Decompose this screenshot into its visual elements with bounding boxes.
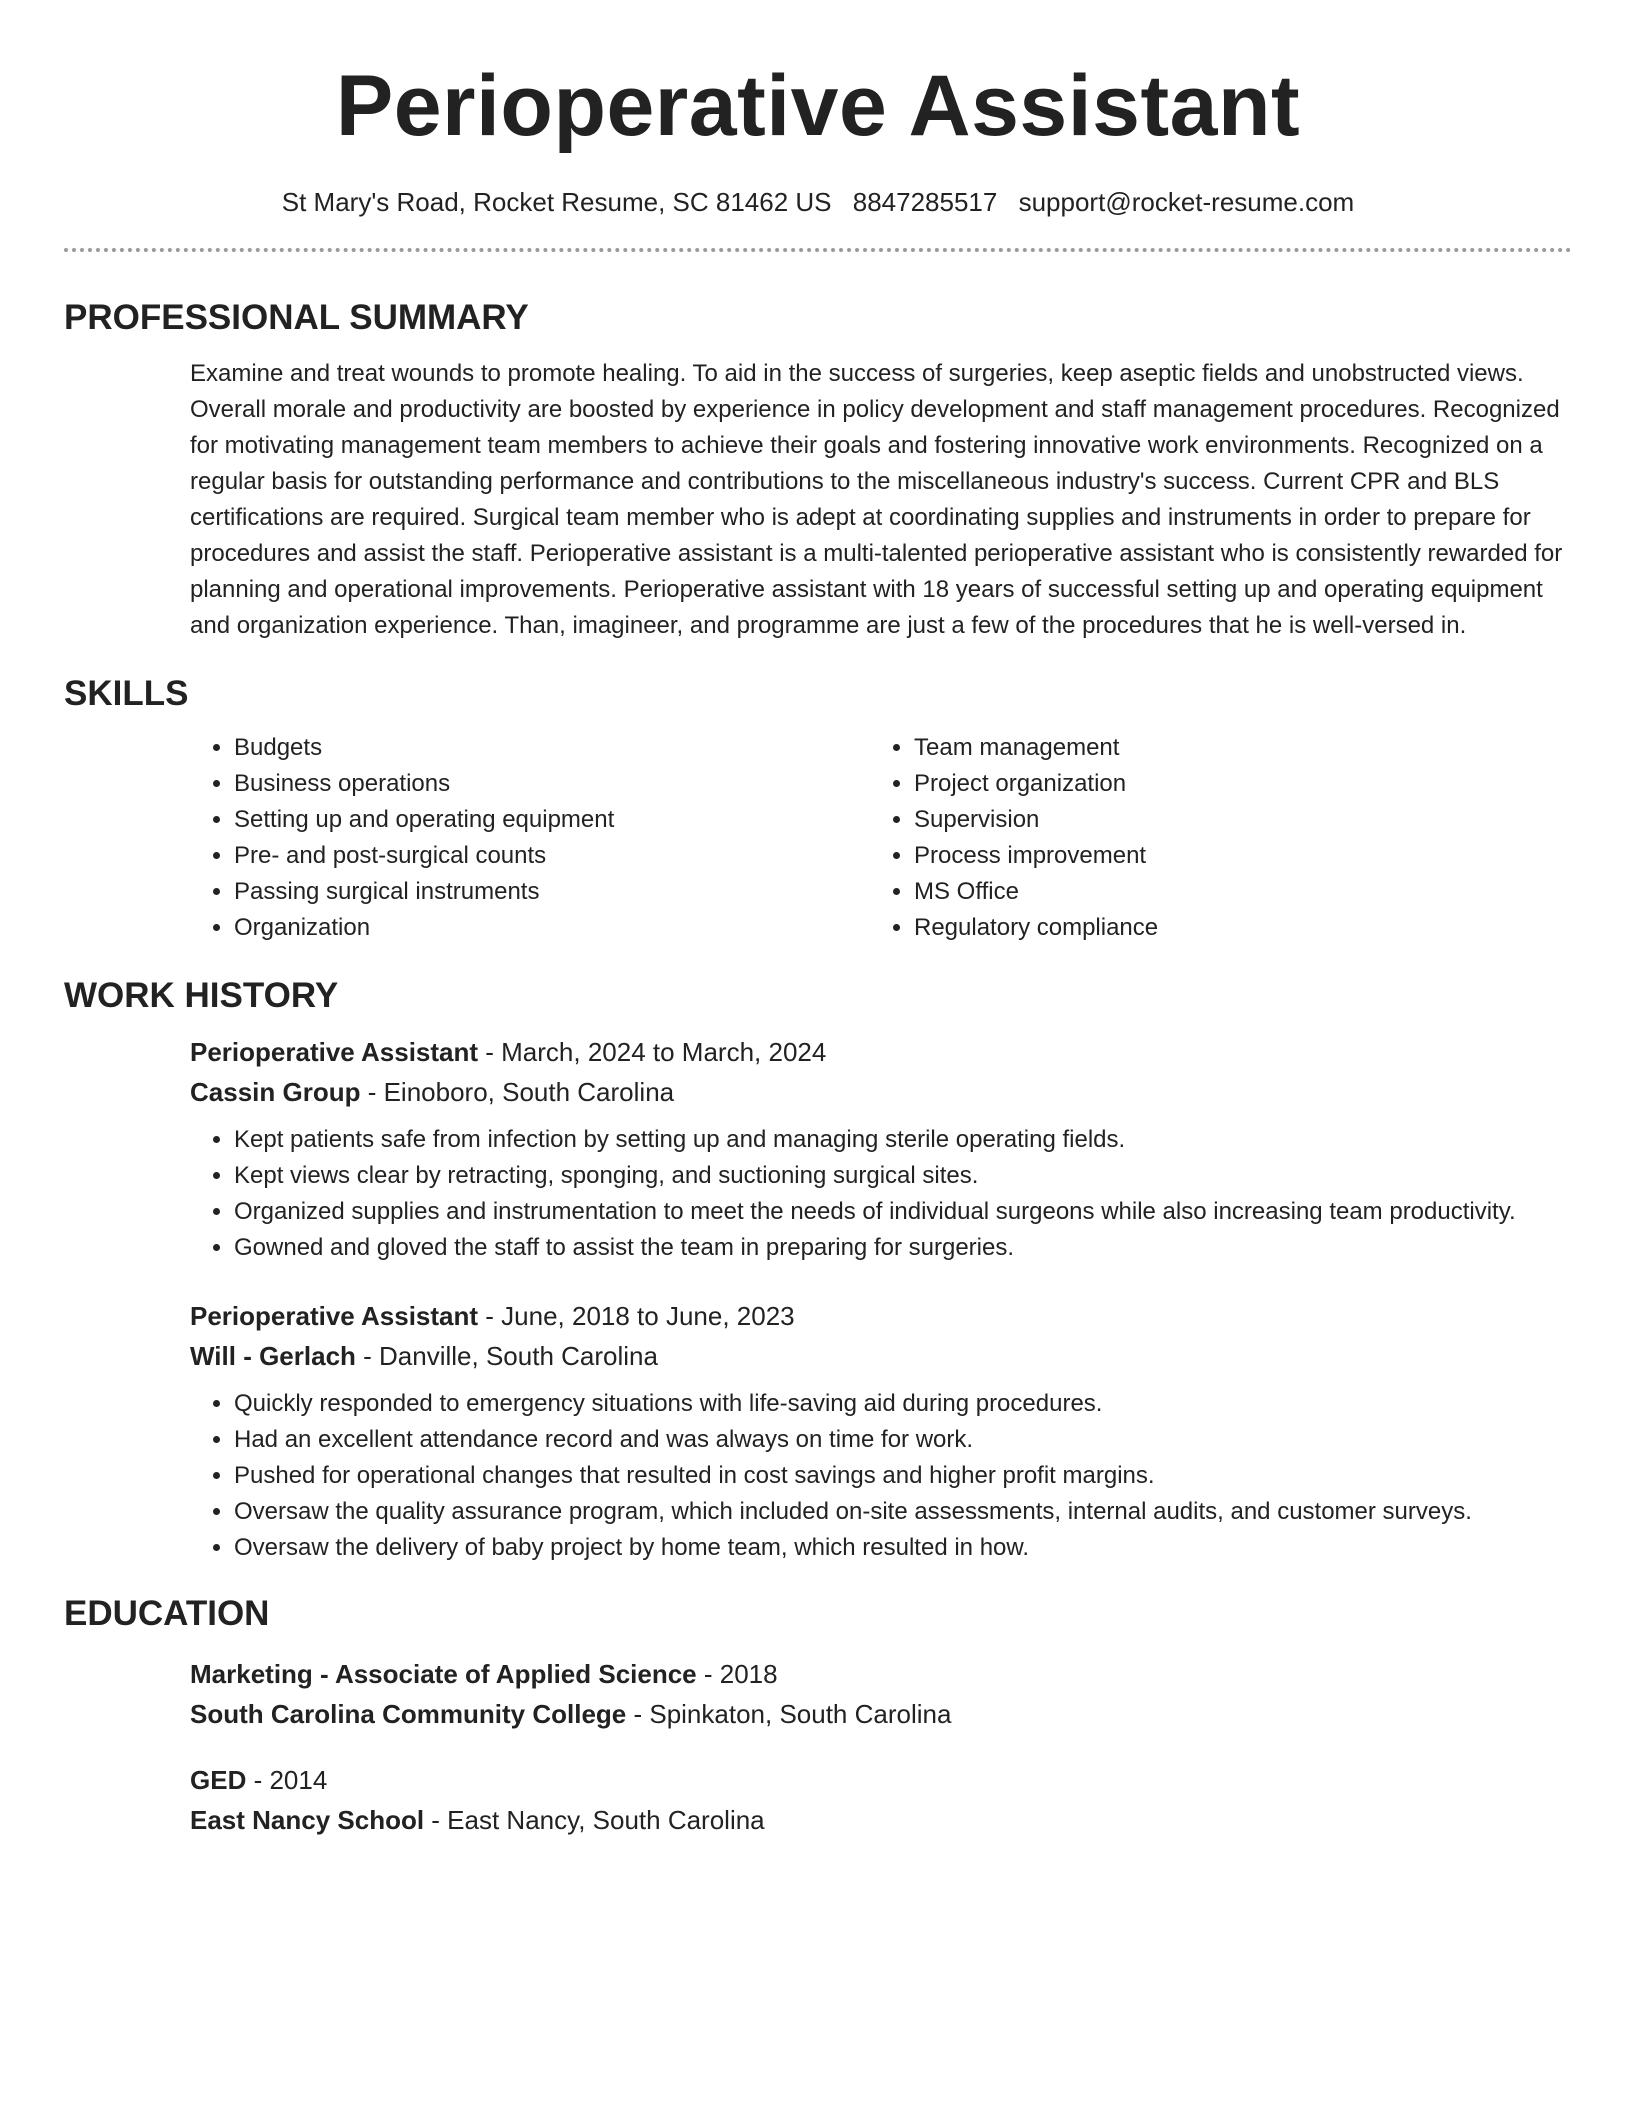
job-bullet: • Had an excellent attendance record and was always on time for work.	[234, 1422, 1572, 1458]
skill-item: • Project organization	[914, 766, 1550, 802]
job-bullet: • Organized supplies and instrumentation to meet the needs of individual surgeons while also increasing team productivity.	[234, 1194, 1572, 1230]
skill-item: • Setting up and operating equipment	[234, 802, 870, 838]
section-title-work-history: WORK HISTORY	[64, 976, 339, 1015]
section-title-skills: SKILLS	[64, 674, 189, 713]
skills-list	[190, 730, 1572, 946]
candidate-name: Perioperative Assistant	[335, 58, 1301, 154]
job-bullet: • Oversaw the delivery of baby project by home team, which resulted in how.	[234, 1530, 1572, 1566]
job-bullets	[190, 1122, 1572, 1266]
education-degree-line	[190, 1760, 1572, 1800]
job-title-line	[190, 1296, 1572, 1336]
contact-address: St Mary's Road, Rocket Resume, SC 81462 US	[281, 187, 832, 217]
job-position: Perioperative Assistant	[190, 1037, 479, 1067]
education-entry	[190, 1654, 1572, 1734]
education-degree-line	[190, 1654, 1572, 1694]
job-entry	[190, 1296, 1572, 1566]
skills-column-left	[190, 730, 870, 946]
skill-item: • Supervision	[914, 802, 1550, 838]
job-bullet: • Kept patients safe from infection by setting up and managing sterile operating fields.	[234, 1122, 1572, 1158]
skill-item: • Process improvement	[914, 838, 1550, 874]
education-entry	[190, 1760, 1572, 1840]
job-bullet: • Oversaw the quality assurance program, which included on-site assessments, internal audits, and customer surveys.	[234, 1494, 1572, 1530]
job-bullet: • Pushed for operational changes that resulted in cost savings and higher profit margins.	[234, 1458, 1572, 1494]
skills-column-right	[870, 730, 1550, 946]
education-degree: Marketing - Associate of Applied Science	[190, 1659, 697, 1689]
skill-item: • Organization	[234, 910, 870, 946]
section-title-summary: PROFESSIONAL SUMMARY	[64, 298, 529, 337]
section-title-education: EDUCATION	[64, 1594, 270, 1633]
contact-phone: 8847285517	[852, 187, 998, 217]
education-school-line	[190, 1694, 1572, 1734]
job-entry	[190, 1032, 1572, 1266]
job-company-line	[190, 1336, 1572, 1376]
education-school: South Carolina Community College	[190, 1699, 627, 1729]
job-bullets	[190, 1386, 1572, 1566]
job-company: Will - Gerlach	[190, 1341, 356, 1371]
job-location: - Danville, South Carolina	[355, 1341, 658, 1371]
job-company: Cassin Group	[190, 1077, 361, 1107]
skill-item: • Regulatory compliance	[914, 910, 1550, 946]
skill-item: • Business operations	[234, 766, 870, 802]
header-divider	[64, 248, 1572, 252]
contact-email: support@rocket-resume.com	[1018, 187, 1355, 217]
education-school-line	[190, 1800, 1572, 1840]
job-company-line	[190, 1072, 1572, 1112]
summary-text: Examine and treat wounds to promote healing. To aid in the success of surgeries, keep aseptic fields and unobstructed views. Overall morale and productivity are boosted by experience in policy development and staff management procedures. Recognized for motivating management team members to achieve their goals and fostering innovative work environments. Recognized on a regular basis for outstanding performance and contributions to the miscellaneous industry's success. Current CPR and BLS certifications are required. Surgical team member who is adept at coordinating supplies and instruments in order to prepare for procedures and assist the staff. Perioperative assistant is a multi-talented perioperative assistant who is consistently rewarded for planning and operational improvements. Perioperative assistant with 18 years of successful setting up and operating equipment and organization experience. Than, imagineer, and programme are just a few of the procedures that he is well-versed in.	[190, 360, 1563, 639]
skill-item: • MS Office	[914, 874, 1550, 910]
skill-item: • Passing surgical instruments	[234, 874, 870, 910]
job-location: - Einoboro, South Carolina	[360, 1077, 675, 1107]
job-title-line	[190, 1032, 1572, 1072]
education-year: - 2014	[246, 1765, 328, 1795]
skill-item: • Budgets	[234, 730, 870, 766]
education-year: - 2018	[696, 1659, 778, 1689]
job-dates: - March, 2024 to March, 2024	[478, 1037, 827, 1067]
job-bullet: • Quickly responded to emergency situations with life-saving aid during procedures.	[234, 1386, 1572, 1422]
education-location: - East Nancy, South Carolina	[424, 1805, 765, 1835]
job-bullet: • Gowned and gloved the staff to assist the team in preparing for surgeries.	[234, 1230, 1572, 1266]
skill-item: • Pre- and post-surgical counts	[234, 838, 870, 874]
job-dates: - June, 2018 to June, 2023	[478, 1301, 795, 1331]
job-bullet: • Kept views clear by retracting, sponging, and suctioning surgical sites.	[234, 1158, 1572, 1194]
education-school: East Nancy School	[190, 1805, 425, 1835]
contact-line	[64, 186, 1572, 218]
education-degree: GED	[190, 1765, 247, 1795]
job-position: Perioperative Assistant	[190, 1301, 479, 1331]
skill-item: • Team management	[914, 730, 1550, 766]
resume-page	[64, 0, 1572, 1840]
education-location: - Spinkaton, South Carolina	[626, 1699, 952, 1729]
